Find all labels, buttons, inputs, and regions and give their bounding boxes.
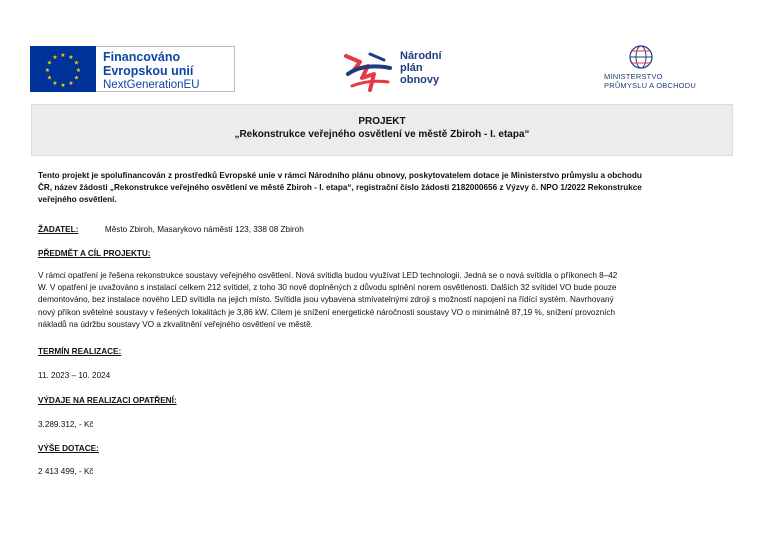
subject-line: V rámci opatření je řešena rekonstrukce soustavy veřejného osvětlení. Nová svítidla budou využívat LED technologii. Jedná se o nová svítidla o příkonech 8–42: [38, 271, 618, 280]
eu-logo-text: [96, 46, 235, 92]
expenses-heading: VÝDAJE NA REALIZACI OPATŘENÍ:: [38, 396, 177, 405]
grant-heading: VÝŠE DOTACE:: [38, 444, 99, 453]
subject-line: W. V opatření je uvažováno s instalací celkem 212 svítidel, z toho 30 nově doplněných z důvodu splnění norem osvětlenosti. Dalších 32 svítidel VO bude pouze: [38, 283, 617, 293]
npo-logo-text: [400, 50, 442, 86]
project-title-box: [31, 104, 733, 156]
intro-paragraph: [38, 170, 728, 207]
svg-text:★: ★: [60, 82, 66, 89]
svg-text:★: ★: [73, 59, 80, 67]
npo-logo-line2: plán: [400, 62, 423, 74]
intro-line: Tento projekt je spolufinancován z prostředků Evropské unie v rámci Národního plánu obnovy, poskytovatelem dotace je Ministerstvo průmyslu a obchodu: [38, 171, 642, 180]
grant-value: 2 413 499, - Kč: [38, 467, 94, 476]
npo-logo-line1: Národní: [400, 50, 442, 62]
applicant-row: [38, 224, 728, 236]
svg-text:★: ★: [68, 80, 74, 87]
npo-logo: [340, 46, 460, 98]
applicant-label: ŽADATEL:: [38, 225, 79, 234]
mpo-emblem-icon: [626, 44, 656, 70]
eu-logo-line3: NextGenerationEU: [103, 79, 200, 91]
svg-text:★: ★: [73, 74, 80, 82]
mpo-logo-line2: PRŮMYSLU A OBCHODU: [604, 81, 696, 90]
svg-text:★: ★: [52, 54, 58, 61]
svg-text:★: ★: [60, 52, 66, 59]
svg-text:★: ★: [52, 80, 58, 87]
eu-funding-logo: [30, 46, 235, 92]
mpo-logo: [596, 44, 716, 100]
mpo-logo-line1: MINISTERSTVO: [604, 72, 663, 81]
svg-text:★: ★: [44, 67, 51, 74]
term-heading: TERMÍN REALIZACE:: [38, 347, 122, 356]
npo-emblem-icon: [340, 46, 398, 98]
eu-flag-icon: [30, 46, 96, 92]
eu-logo-line1: Financováno: [103, 50, 181, 64]
mpo-logo-text: [604, 72, 696, 90]
expenses-value: 3.289.312, - Kč: [38, 420, 94, 429]
npo-logo-line3: obnovy: [400, 74, 440, 86]
applicant-value: Město Zbiroh, Masarykovo náměstí 123, 338 08 Zbiroh: [104, 225, 304, 234]
svg-text:★: ★: [75, 67, 82, 74]
project-title: „Rekonstrukce veřejného osvětlení ve městě Zbiroh - I. etapa“: [234, 129, 530, 140]
subject-paragraph: [38, 270, 728, 331]
intro-line: ČR, název žádosti „Rekonstrukce veřejného osvětlení ve městě Zbiroh - I. etapa“, registrační číslo žádosti 2182000656 z Výzvy č. NPO 1/2022 Rekonstrukce: [38, 183, 642, 193]
svg-text:★: ★: [46, 59, 53, 67]
project-label: PROJEKT: [358, 116, 406, 127]
subject-line: nový příkon světelné soustavy v řešených lokalitách je 3,86 kW. Cílem je snížení energetické náročnosti soustavy VO o minimálně 87,19 %, snížení provozních: [38, 307, 616, 317]
svg-text:★: ★: [46, 74, 53, 82]
svg-text:★: ★: [68, 54, 74, 61]
term-value: 11. 2023 – 10. 2024: [38, 371, 111, 380]
subject-heading: PŘEDMĚT A CÍL PROJEKTU:: [38, 249, 151, 258]
subject-line: demontováno, bez instalace nového LED svítidla na jejich místo. Svítidla jsou vybavena stmívatelnými zdroji s možností napojení na řídící systém. Navrhovaný: [38, 295, 614, 305]
intro-line: veřejného osvětlení.: [38, 195, 117, 205]
subject-line: nákladů na údržbu soustavy VO a zkvalitnění veřejného osvětlení ve městě.: [38, 319, 313, 329]
eu-logo-line2: Evropskou unií: [103, 64, 194, 78]
